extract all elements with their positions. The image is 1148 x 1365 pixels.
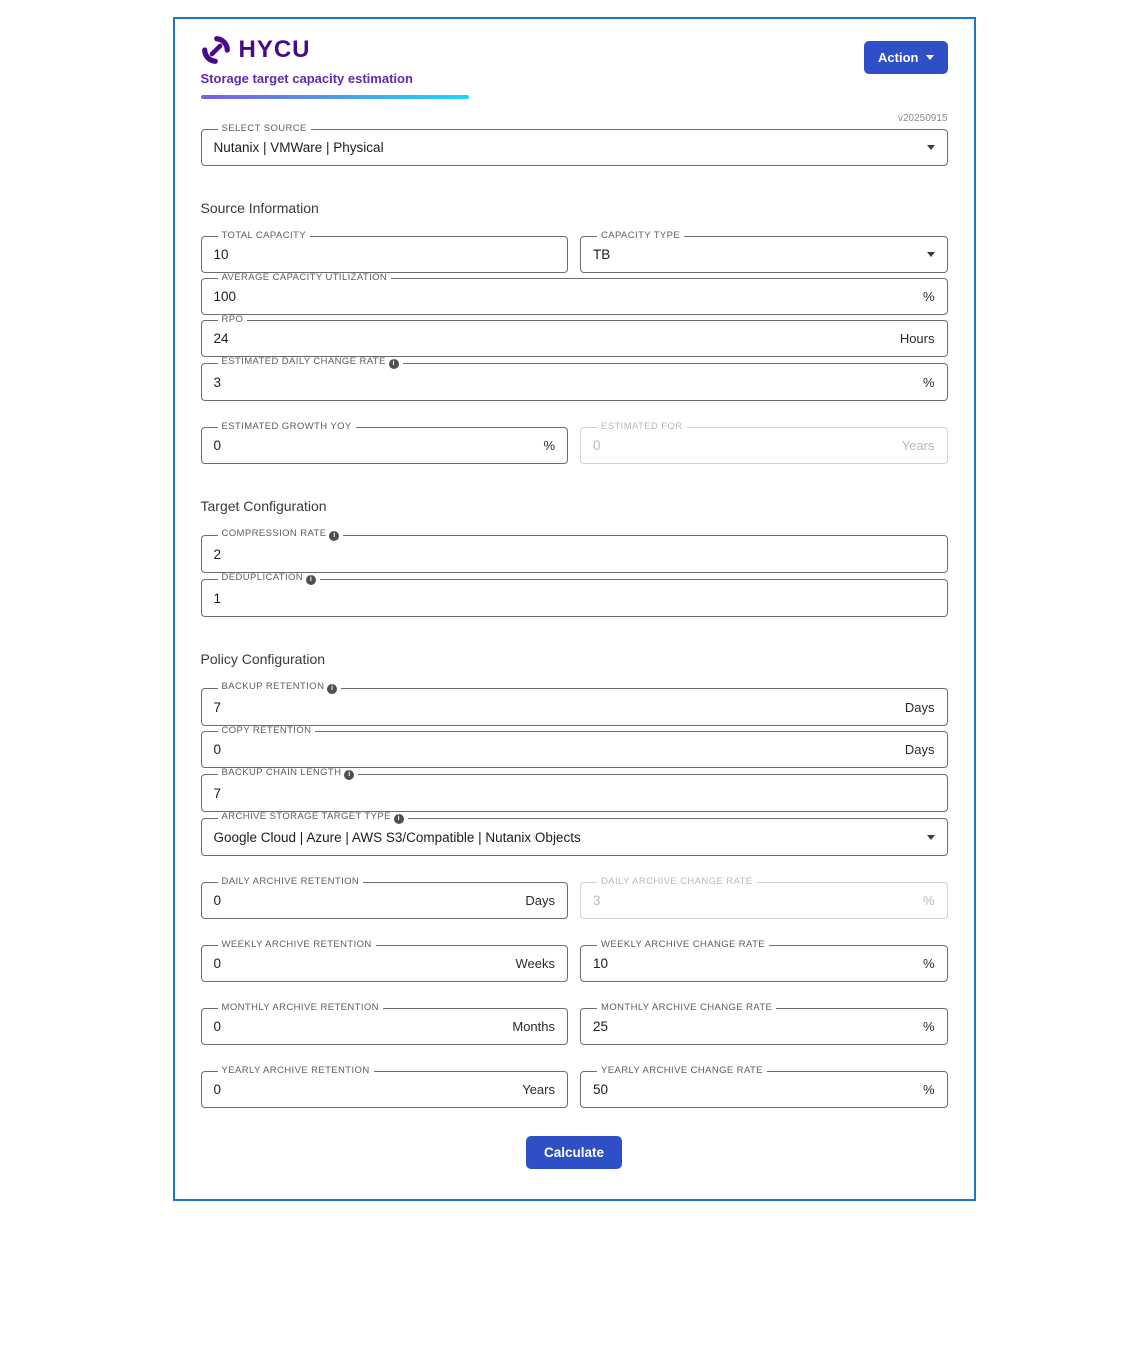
unit-suffix: % xyxy=(922,1081,935,1097)
chevron-down-icon xyxy=(926,55,934,60)
unit-suffix: % xyxy=(922,1018,935,1034)
header xyxy=(201,35,948,99)
brand-row xyxy=(201,35,469,65)
rpo-field xyxy=(201,315,948,357)
estimated-for-input xyxy=(593,438,894,453)
compression-rate-input[interactable] xyxy=(214,547,935,562)
backup-retention-input[interactable] xyxy=(214,700,897,715)
field-label: AVERAGE CAPACITY UTILIZATION xyxy=(221,272,388,283)
monthly-archive-change-rate-input[interactable] xyxy=(593,1019,915,1034)
daily-archive-retention-field xyxy=(201,877,569,919)
unit-suffix: % xyxy=(922,374,935,390)
dropdown-arrow-icon[interactable] xyxy=(927,145,935,150)
field-label: WEEKLY ARCHIVE CHANGE RATE xyxy=(601,939,766,950)
page-title: Storage target capacity estimation xyxy=(200,71,413,86)
section-heading-policy: Policy Configuration xyxy=(200,651,326,667)
field-label: COPY RETENTION xyxy=(221,725,312,736)
select-source-field[interactable] xyxy=(201,124,948,166)
version-label: v20250915 xyxy=(898,113,948,124)
yearly-archive-change-rate-field xyxy=(580,1066,948,1108)
field-label: BACKUP RETENTION xyxy=(221,681,325,692)
info-icon[interactable]: i xyxy=(389,359,399,369)
total-capacity-input[interactable] xyxy=(214,247,556,262)
estimated-growth-yoy-input[interactable] xyxy=(214,438,536,453)
weekly-archive-change-rate-input[interactable] xyxy=(593,956,915,971)
weekly-archive-retention-field xyxy=(201,940,569,982)
unit-suffix: % xyxy=(922,955,935,971)
growth-row xyxy=(201,422,948,464)
weekly-archive-change-rate-field xyxy=(580,940,948,982)
field-label: BACKUP CHAIN LENGTH xyxy=(221,767,342,778)
field-label: ESTIMATED GROWTH YOY xyxy=(221,421,352,432)
monthly-archive-change-rate-field xyxy=(580,1003,948,1045)
field-label: WEEKLY ARCHIVE RETENTION xyxy=(221,939,372,950)
calculate-button-wrap xyxy=(201,1136,948,1169)
rpo-input[interactable] xyxy=(214,331,892,346)
deduplication-input[interactable] xyxy=(214,591,935,606)
field-label: CAPACITY TYPE xyxy=(601,230,681,241)
total-capacity-field xyxy=(201,231,569,273)
field-label: ARCHIVE STORAGE TARGET TYPE xyxy=(221,811,391,822)
unit-suffix: Weeks xyxy=(515,955,555,971)
backup-chain-length-field xyxy=(201,768,948,812)
dropdown-arrow-icon[interactable] xyxy=(927,835,935,840)
title-underline xyxy=(201,95,469,99)
section-heading-target: Target Configuration xyxy=(200,498,327,514)
copy-retention-input[interactable] xyxy=(214,742,897,757)
estimated-growth-yoy-field xyxy=(201,422,569,464)
capacity-type-field[interactable] xyxy=(580,231,948,273)
capacity-row xyxy=(201,231,948,273)
app-frame xyxy=(173,17,976,1201)
estimated-for-field xyxy=(580,422,948,464)
brand-block xyxy=(201,35,469,99)
unit-suffix: Days xyxy=(525,892,555,908)
yearly-archive-retention-input[interactable] xyxy=(214,1082,515,1097)
backup-retention-field xyxy=(201,682,948,726)
field-label: YEARLY ARCHIVE CHANGE RATE xyxy=(601,1065,763,1076)
field-label: TOTAL CAPACITY xyxy=(221,230,306,241)
daily-archive-change-rate-input xyxy=(593,893,915,908)
unit-suffix: % xyxy=(922,892,935,908)
unit-suffix: Days xyxy=(904,741,935,757)
calculate-button[interactable]: Calculate xyxy=(526,1136,622,1169)
select-source-value: Nutanix | VMWare | Physical xyxy=(213,139,384,155)
section-heading-source: Source Information xyxy=(200,200,319,216)
field-label: COMPRESSION RATE xyxy=(221,528,327,539)
info-icon[interactable]: i xyxy=(327,684,337,694)
daily-archive-retention-input[interactable] xyxy=(214,893,518,908)
deduplication-field xyxy=(201,573,948,617)
info-icon[interactable]: i xyxy=(394,814,404,824)
weekly-archive-row xyxy=(201,940,948,982)
weekly-archive-retention-input[interactable] xyxy=(214,956,508,971)
capacity-type-value: TB xyxy=(593,246,611,262)
unit-suffix: Days xyxy=(904,699,935,715)
copy-retention-field xyxy=(201,726,948,768)
daily-archive-row xyxy=(201,877,948,919)
archive-storage-target-type-value: Google Cloud | Azure | AWS S3/Compatible | Nutanix Objects xyxy=(213,829,581,845)
brand-wordmark: HYCU xyxy=(238,36,311,63)
action-button-label: Action xyxy=(878,50,919,65)
field-label: YEARLY ARCHIVE RETENTION xyxy=(221,1065,370,1076)
action-button[interactable] xyxy=(864,41,947,74)
field-label: MONTHLY ARCHIVE CHANGE RATE xyxy=(601,1002,773,1013)
field-label: DAILY ARCHIVE RETENTION xyxy=(221,876,360,887)
field-label: DEDUPLICATION xyxy=(221,572,304,583)
field-label: DAILY ARCHIVE CHANGE RATE xyxy=(601,876,753,887)
estimated-daily-change-rate-field xyxy=(201,357,948,401)
dropdown-arrow-icon[interactable] xyxy=(927,252,935,257)
monthly-archive-row xyxy=(201,1003,948,1045)
archive-storage-target-type-field[interactable] xyxy=(201,812,948,856)
estimated-daily-change-rate-input[interactable] xyxy=(214,375,915,390)
unit-suffix: Years xyxy=(901,437,935,453)
compression-rate-field xyxy=(201,529,948,573)
info-icon[interactable]: i xyxy=(344,770,354,780)
average-capacity-utilization-input[interactable] xyxy=(214,289,915,304)
unit-suffix: Hours xyxy=(899,330,935,346)
backup-chain-length-input[interactable] xyxy=(214,786,935,801)
unit-suffix: Months xyxy=(512,1018,555,1034)
field-label: ESTIMATED FOR xyxy=(601,421,683,432)
field-label: MONTHLY ARCHIVE RETENTION xyxy=(221,1002,379,1013)
yearly-archive-change-rate-input[interactable] xyxy=(593,1082,915,1097)
daily-archive-change-rate-field xyxy=(580,877,948,919)
yearly-archive-retention-field xyxy=(201,1066,569,1108)
average-capacity-utilization-field xyxy=(201,273,948,315)
unit-suffix: Years xyxy=(522,1081,555,1097)
info-icon[interactable]: i xyxy=(329,531,339,541)
monthly-archive-retention-input[interactable] xyxy=(214,1019,505,1034)
field-label: RPO xyxy=(221,314,244,325)
field-label: ESTIMATED DAILY CHANGE RATE xyxy=(221,356,386,367)
unit-suffix: % xyxy=(543,437,555,453)
unit-suffix: % xyxy=(922,288,935,304)
yearly-archive-row xyxy=(201,1066,948,1108)
field-label: SELECT SOURCE xyxy=(221,123,307,134)
hycu-logo-icon xyxy=(201,35,231,65)
monthly-archive-retention-field xyxy=(201,1003,569,1045)
info-icon[interactable]: i xyxy=(306,575,316,585)
